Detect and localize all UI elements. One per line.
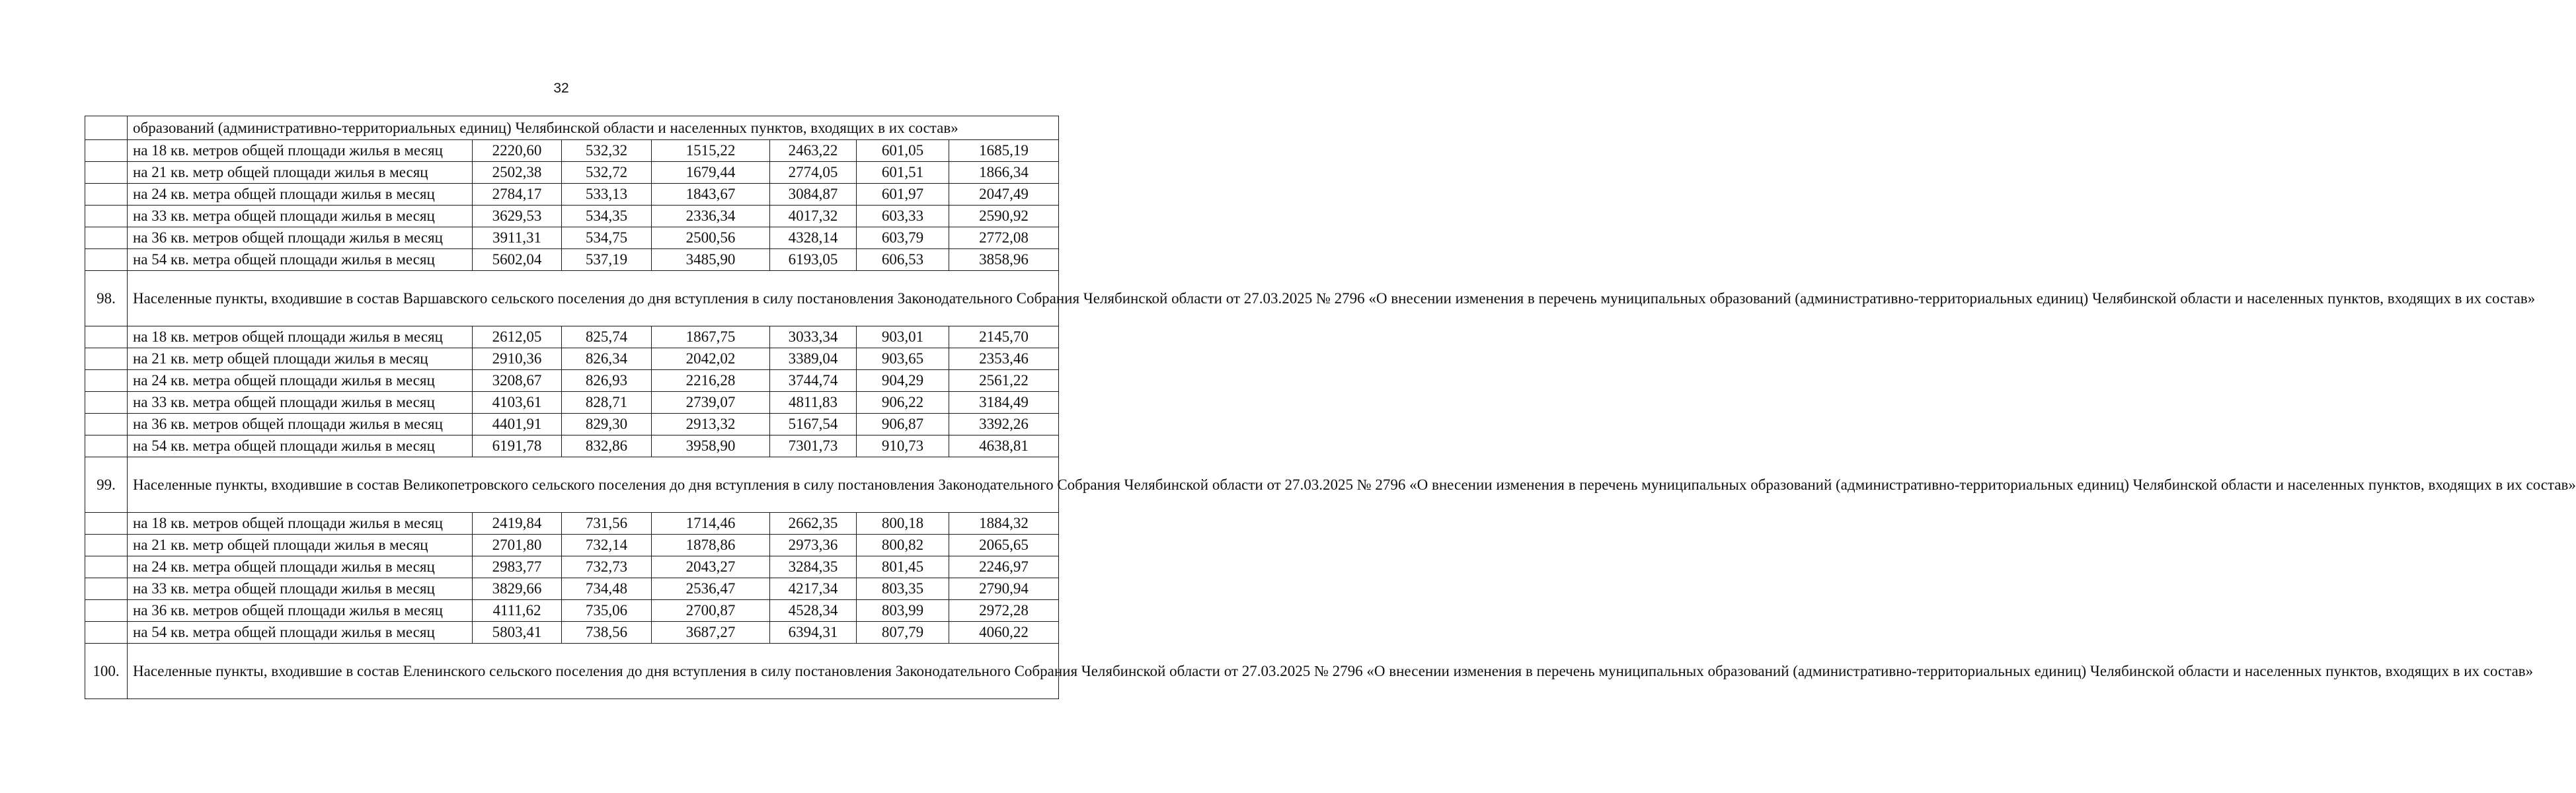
row-number-cell: [85, 370, 128, 392]
row-number-cell: [85, 162, 128, 184]
value-cell: 734,48: [562, 578, 652, 600]
value-cell: 1878,86: [652, 535, 770, 556]
value-cell: 4111,62: [473, 600, 562, 622]
value-cell: 2590,92: [949, 206, 1059, 227]
value-cell: 6394,31: [770, 622, 857, 644]
value-cell: 3284,35: [770, 556, 857, 578]
value-cell: 803,99: [857, 600, 949, 622]
table-row: [85, 227, 1059, 249]
value-cell: 800,18: [857, 513, 949, 535]
value-cell: 2246,97: [949, 556, 1059, 578]
value-cell: 800,82: [857, 535, 949, 556]
value-cell: 601,51: [857, 162, 949, 184]
value-cell: 5602,04: [473, 249, 562, 271]
value-cell: 2973,36: [770, 535, 857, 556]
value-cell: 2972,28: [949, 600, 1059, 622]
row-label: на 54 кв. метра общей площади жилья в месяц: [128, 249, 473, 271]
value-cell: 2419,84: [473, 513, 562, 535]
value-cell: 3392,26: [949, 414, 1059, 435]
row-number-cell: [85, 578, 128, 600]
value-cell: 1679,44: [652, 162, 770, 184]
row-label: на 21 кв. метр общей площади жилья в месяц: [128, 348, 473, 370]
row-label: на 36 кв. метров общей площади жилья в месяц: [128, 227, 473, 249]
tariff-table: [85, 116, 2576, 699]
page-number: 32: [553, 81, 569, 96]
group-description: Населенные пункты, входившие в состав Еленинского сельского поселения до дня вступления в силу постановления Законодательного Собрания Челябинской области от 27.03.2025 № 2796 «О внесении изменения в перечень муниципальных образований (административно-территориальных единиц) Челябинской области и населенных пунктов, входящих в их состав»: [128, 644, 1059, 699]
value-cell: 4811,83: [770, 392, 857, 414]
value-cell: 4401,91: [473, 414, 562, 435]
value-cell: 3629,53: [473, 206, 562, 227]
table-row: [85, 535, 1059, 556]
value-cell: 601,05: [857, 140, 949, 162]
row-label: на 18 кв. метров общей площади жилья в месяц: [128, 513, 473, 535]
table-row: [85, 184, 1059, 206]
value-cell: 732,73: [562, 556, 652, 578]
row-label: на 54 кв. метра общей площади жилья в месяц: [128, 435, 473, 457]
value-cell: 532,72: [562, 162, 652, 184]
row-label: на 18 кв. метров общей площади жилья в месяц: [128, 326, 473, 348]
row-label: на 36 кв. метров общей площади жилья в месяц: [128, 600, 473, 622]
value-cell: 4328,14: [770, 227, 857, 249]
table-row: [85, 249, 1059, 271]
table-row: [85, 513, 1059, 535]
row-number-cell: [85, 556, 128, 578]
value-cell: 3744,74: [770, 370, 857, 392]
row-number-cell: [85, 206, 128, 227]
value-cell: 4103,61: [473, 392, 562, 414]
table-row: [85, 578, 1059, 600]
value-cell: 2500,56: [652, 227, 770, 249]
value-cell: 1866,34: [949, 162, 1059, 184]
value-cell: 3184,49: [949, 392, 1059, 414]
row-label: на 54 кв. метра общей площади жилья в месяц: [128, 622, 473, 644]
value-cell: 2042,02: [652, 348, 770, 370]
value-cell: 2983,77: [473, 556, 562, 578]
row-label: на 24 кв. метра общей площади жилья в месяц: [128, 184, 473, 206]
value-cell: 829,30: [562, 414, 652, 435]
row-number-cell: [85, 140, 128, 162]
value-cell: 2353,46: [949, 348, 1059, 370]
table-row: [85, 348, 1059, 370]
value-cell: 606,53: [857, 249, 949, 271]
value-cell: 903,01: [857, 326, 949, 348]
value-cell: 3687,27: [652, 622, 770, 644]
row-number-cell: [85, 392, 128, 414]
value-cell: 832,86: [562, 435, 652, 457]
value-cell: 1685,19: [949, 140, 1059, 162]
value-cell: 2216,28: [652, 370, 770, 392]
value-cell: 2790,94: [949, 578, 1059, 600]
row-number-cell: [85, 535, 128, 556]
row-label: на 21 кв. метр общей площади жилья в месяц: [128, 535, 473, 556]
group-description: Населенные пункты, входившие в состав Великопетровского сельского поселения до дня вступления в силу постановления Законодательного Собрания Челябинской области от 27.03.2025 № 2796 «О внесении изменения в перечень муниципальных образований (административно-территориальных единиц) Челябинской области и населенных пунктов, входящих в их состав»: [128, 457, 1059, 513]
row-number-cell: [85, 326, 128, 348]
value-cell: 3389,04: [770, 348, 857, 370]
value-cell: 738,56: [562, 622, 652, 644]
table-row: [85, 622, 1059, 644]
value-cell: 2502,38: [473, 162, 562, 184]
group-description: Населенные пункты, входившие в состав Варшавского сельского поселения до дня вступления в силу постановления Законодательного Собрания Челябинской области от 27.03.2025 № 2796 «О внесении изменения в перечень муниципальных образований (административно-территориальных единиц) Челябинской области и населенных пунктов, входящих в их состав»: [128, 271, 1059, 326]
table-row: [85, 392, 1059, 414]
value-cell: 828,71: [562, 392, 652, 414]
value-cell: 2913,32: [652, 414, 770, 435]
value-cell: 904,29: [857, 370, 949, 392]
table-row: [85, 600, 1059, 622]
value-cell: 2065,65: [949, 535, 1059, 556]
table-body: [85, 116, 2576, 699]
value-cell: 906,87: [857, 414, 949, 435]
row-number-cell: [85, 184, 128, 206]
value-cell: 6193,05: [770, 249, 857, 271]
value-cell: 2774,05: [770, 162, 857, 184]
value-cell: 2772,08: [949, 227, 1059, 249]
table-row: [85, 435, 1059, 457]
value-cell: 3485,90: [652, 249, 770, 271]
table-row: [85, 140, 1059, 162]
group-number: 98.: [85, 271, 128, 326]
value-cell: 534,75: [562, 227, 652, 249]
value-cell: 2536,47: [652, 578, 770, 600]
value-cell: 4528,34: [770, 600, 857, 622]
value-cell: 825,74: [562, 326, 652, 348]
table-row: [85, 206, 1059, 227]
continuation-description: образований (административно-территориальных единиц) Челябинской области и населенных пунктов, входящих в их состав»: [128, 116, 1059, 140]
table-row: [85, 162, 1059, 184]
value-cell: 3958,90: [652, 435, 770, 457]
value-cell: 6191,78: [473, 435, 562, 457]
value-cell: 3858,96: [949, 249, 1059, 271]
value-cell: 534,35: [562, 206, 652, 227]
row-label: на 24 кв. метра общей площади жилья в месяц: [128, 370, 473, 392]
value-cell: 2145,70: [949, 326, 1059, 348]
value-cell: 3033,34: [770, 326, 857, 348]
value-cell: 601,97: [857, 184, 949, 206]
value-cell: 537,19: [562, 249, 652, 271]
value-cell: 2043,27: [652, 556, 770, 578]
value-cell: 2220,60: [473, 140, 562, 162]
row-label: на 21 кв. метр общей площади жилья в месяц: [128, 162, 473, 184]
table-row: [85, 326, 1059, 348]
value-cell: 2561,22: [949, 370, 1059, 392]
value-cell: 906,22: [857, 392, 949, 414]
value-cell: 3911,31: [473, 227, 562, 249]
value-cell: 4060,22: [949, 622, 1059, 644]
value-cell: 2910,36: [473, 348, 562, 370]
row-number-cell: [85, 622, 128, 644]
value-cell: 4638,81: [949, 435, 1059, 457]
table-row: [85, 556, 1059, 578]
value-cell: 2047,49: [949, 184, 1059, 206]
value-cell: 732,14: [562, 535, 652, 556]
table-row: [85, 370, 1059, 392]
value-cell: 3829,66: [473, 578, 562, 600]
value-cell: 735,06: [562, 600, 652, 622]
group-header-row: [85, 457, 1059, 513]
row-number-cell: [85, 414, 128, 435]
group-number: 99.: [85, 457, 128, 513]
value-cell: 826,93: [562, 370, 652, 392]
row-number-cell: [85, 116, 128, 140]
row-number-cell: [85, 348, 128, 370]
value-cell: 1843,67: [652, 184, 770, 206]
value-cell: 533,13: [562, 184, 652, 206]
value-cell: 1515,22: [652, 140, 770, 162]
value-cell: 731,56: [562, 513, 652, 535]
value-cell: 2612,05: [473, 326, 562, 348]
row-number-cell: [85, 600, 128, 622]
group-header-row: [85, 644, 1059, 699]
row-label: на 24 кв. метра общей площади жилья в месяц: [128, 556, 473, 578]
value-cell: 2739,07: [652, 392, 770, 414]
row-number-cell: [85, 435, 128, 457]
value-cell: 801,45: [857, 556, 949, 578]
value-cell: 2701,80: [473, 535, 562, 556]
row-number-cell: [85, 249, 128, 271]
value-cell: 807,79: [857, 622, 949, 644]
table-row: [85, 414, 1059, 435]
value-cell: 4217,34: [770, 578, 857, 600]
row-label: на 33 кв. метра общей площади жилья в месяц: [128, 206, 473, 227]
value-cell: 5167,54: [770, 414, 857, 435]
row-label: на 33 кв. метра общей площади жилья в месяц: [128, 392, 473, 414]
value-cell: 826,34: [562, 348, 652, 370]
row-number-cell: [85, 227, 128, 249]
group-number: 100.: [85, 644, 128, 699]
value-cell: 2700,87: [652, 600, 770, 622]
row-label: на 33 кв. метра общей площади жилья в месяц: [128, 578, 473, 600]
value-cell: 5803,41: [473, 622, 562, 644]
value-cell: 2463,22: [770, 140, 857, 162]
group-header-row: [85, 271, 1059, 326]
value-cell: 7301,73: [770, 435, 857, 457]
value-cell: 3208,67: [473, 370, 562, 392]
value-cell: 910,73: [857, 435, 949, 457]
value-cell: 1867,75: [652, 326, 770, 348]
value-cell: 2784,17: [473, 184, 562, 206]
value-cell: 2336,34: [652, 206, 770, 227]
continuation-row: [85, 116, 1059, 140]
value-cell: 4017,32: [770, 206, 857, 227]
value-cell: 803,35: [857, 578, 949, 600]
value-cell: 532,32: [562, 140, 652, 162]
value-cell: 603,33: [857, 206, 949, 227]
row-number-cell: [85, 513, 128, 535]
row-label: на 18 кв. метров общей площади жилья в месяц: [128, 140, 473, 162]
value-cell: 603,79: [857, 227, 949, 249]
value-cell: 1884,32: [949, 513, 1059, 535]
value-cell: 903,65: [857, 348, 949, 370]
value-cell: 2662,35: [770, 513, 857, 535]
row-label: на 36 кв. метров общей площади жилья в месяц: [128, 414, 473, 435]
value-cell: 3084,87: [770, 184, 857, 206]
value-cell: 1714,46: [652, 513, 770, 535]
